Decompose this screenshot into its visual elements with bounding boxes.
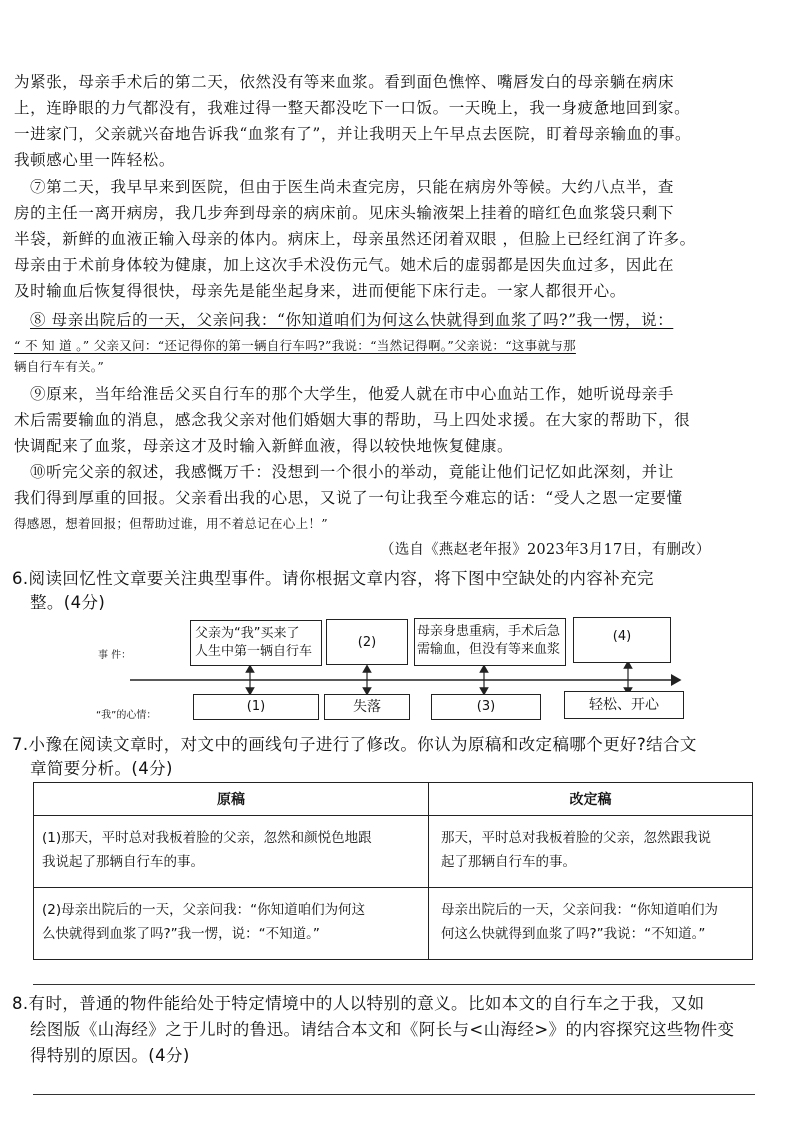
event-4-blank[interactable]	[573, 617, 671, 663]
question-6: 6.阅读回忆性文章要关注典型事件。请你根据文章内容，将下图中空缺处的内容补充完	[12, 569, 654, 588]
cell-text: 我说起了那辆自行车的事。	[42, 854, 204, 870]
event-2-blank[interactable]	[326, 619, 408, 665]
column-header-original: 原稿	[34, 783, 429, 816]
passage-line: ⑨原来，当年给淮岳父买自行车的那个大学生，他爱人就在市中心血站工作，她听说母亲手	[30, 385, 675, 403]
underlined-sentence: ⑧ 母亲出院后的一天，父亲问我：“你知道咱们为何这么快就得到血浆了吗?”我一愣，说：	[30, 311, 674, 329]
cell-text: (1)那天，平时总对我板着脸的父亲，忽然和颜悦色地跟	[42, 830, 372, 846]
table-cell	[429, 816, 753, 888]
table-cell	[429, 888, 753, 960]
passage-line: 一进家门，父亲就兴奋地告诉我“血浆有了”，并让我明天上午早点去医院，盯着母亲输血的事。	[14, 125, 692, 143]
passage-line: ⑩听完父亲的叙述，我感慨万千：没想到一个很小的举动，竟能让他们记忆如此深刻，并让	[30, 463, 675, 481]
event-1-text: 父亲为“我”买来了	[195, 626, 300, 641]
mood-2-text: 失落	[353, 699, 381, 715]
passage-line: 我们得到厚重的回报。父亲看出我的心思，又说了一句让我至今难忘的话：“受人之恩一定要懂	[14, 489, 683, 507]
event-1-box	[190, 620, 322, 666]
event-1-text: 人生中第一辆自行车	[195, 644, 313, 659]
mood-4-box	[564, 691, 684, 719]
question-6-cont: 整。(4分)	[30, 593, 106, 612]
cell-text: 何这么快就得到血浆了吗?”我说：“不知道。”	[441, 926, 706, 942]
cell-text: 么快就得到血浆了吗?”我一愣，说：“不知道。”	[42, 926, 320, 942]
passage-line: 为紧张，母亲手术后的第二天，依然没有等来血浆。看到面色憔悴、嘴唇发白的母亲躺在病床	[14, 73, 675, 91]
mood-4-text: 轻松、开心	[589, 697, 659, 713]
blank-number: (3)	[476, 699, 496, 714]
passage-line: 得感恩，想着回报；但帮助过谁，用不着总记在心上！”	[14, 516, 328, 531]
passage-line: 快调配来了血浆，母亲这才及时输入新鲜血液，得以较快地恢复健康。	[14, 437, 514, 455]
cell-text: 母亲出院后的一天，父亲问我：“你知道咱们为	[441, 902, 718, 918]
passage-line: 母亲由于术前身体较为健康，加上这次手术没伤元气。她术后的虚弱都是因失血过多，因此在	[14, 256, 675, 274]
column-header-revised: 改定稿	[429, 783, 753, 816]
table-cell	[34, 816, 429, 888]
underlined-sentence: “ 不 知 道 。” 父亲又问：“还记得你的第一辆自行车吗?”我说：“当然记得啊。”父亲说：“这事就与那	[14, 338, 576, 353]
passage-line: 我顿感心里一阵轻松。	[14, 151, 176, 169]
passage-line: 上，连睁眼的力气都没有，我难过得一整天都没吃下一口饭。一天晚上，我一身疲惫地回到家。	[14, 99, 691, 117]
table-row	[34, 816, 753, 888]
question-8: 8.有时，普通的物件能给处于特定情境中的人以特别的意义。比如本文的自行车之于我，又如	[12, 994, 705, 1013]
question-7-cont: 章简要分析。(4分)	[30, 759, 173, 778]
blank-number: (4)	[612, 629, 632, 644]
answer-line[interactable]	[33, 1094, 755, 1095]
cell-text: (2)母亲出院后的一天，父亲问我：“你知道咱们为何这	[42, 902, 366, 918]
source-citation: （选自《燕赵老年报》2023年3月17日，有删改）	[380, 542, 711, 558]
event-mood-diagram	[90, 612, 690, 724]
blank-number: (1)	[246, 699, 266, 714]
answer-line[interactable]	[33, 984, 755, 985]
event-row-label: 事 件：	[98, 650, 132, 661]
question-8-cont: 得特别的原因。(4分)	[30, 1046, 190, 1065]
passage-line: 房的主任一离开病房，我几步奔到母亲的病床前。见床头输液架上挂着的暗红色血浆袋只剩下	[14, 204, 675, 222]
mood-3-blank[interactable]	[431, 694, 541, 720]
event-3-text: 母亲身患重病，手术后急	[417, 624, 561, 639]
question-8-cont: 绘图版《山海经》之于儿时的鲁迅。请结合本文和《阿长与<山海经>》的内容探究这些物件变	[30, 1020, 735, 1039]
passage-line: 及时输血后恢复得很快，母亲先是能坐起身来，进而便能下床行走。一家人都很开心。	[14, 282, 626, 300]
passage-line: ⑦第二天，我早早来到医院，但由于医生尚未查完房，只能在病房外等候。大约八点半，查	[30, 178, 675, 196]
cell-text: 那天，平时总对我板着脸的父亲，忽然跟我说	[441, 830, 711, 846]
draft-comparison-table	[33, 782, 753, 960]
mood-1-blank[interactable]	[193, 694, 319, 720]
blank-number: (2)	[357, 635, 377, 650]
table-header-row	[34, 783, 753, 816]
question-7: 7.小豫在阅读文章时，对文中的画线句子进行了修改。你认为原稿和改定稿哪个更好?结合文	[12, 735, 697, 754]
event-3-box	[414, 618, 566, 666]
passage-line: 半袋，新鲜的血液正输入母亲的体内。病床上，母亲虽然还闭着双眼 ，但脸上已经红润了许多。	[14, 230, 696, 248]
table-row	[34, 888, 753, 960]
mood-2-box	[324, 694, 410, 720]
passage-line: 术后需要输血的消息，感念我父亲对他们婚姻大事的帮助，马上四处求援。在大家的帮助下，很	[14, 411, 691, 429]
passage-line: 辆自行车有关。”	[14, 359, 105, 374]
event-3-text: 需输血，但没有等来血浆	[417, 642, 561, 657]
table-cell	[34, 888, 429, 960]
mood-row-label: “我”的心情：	[96, 710, 157, 721]
cell-text: 起了那辆自行车的事。	[441, 854, 576, 870]
